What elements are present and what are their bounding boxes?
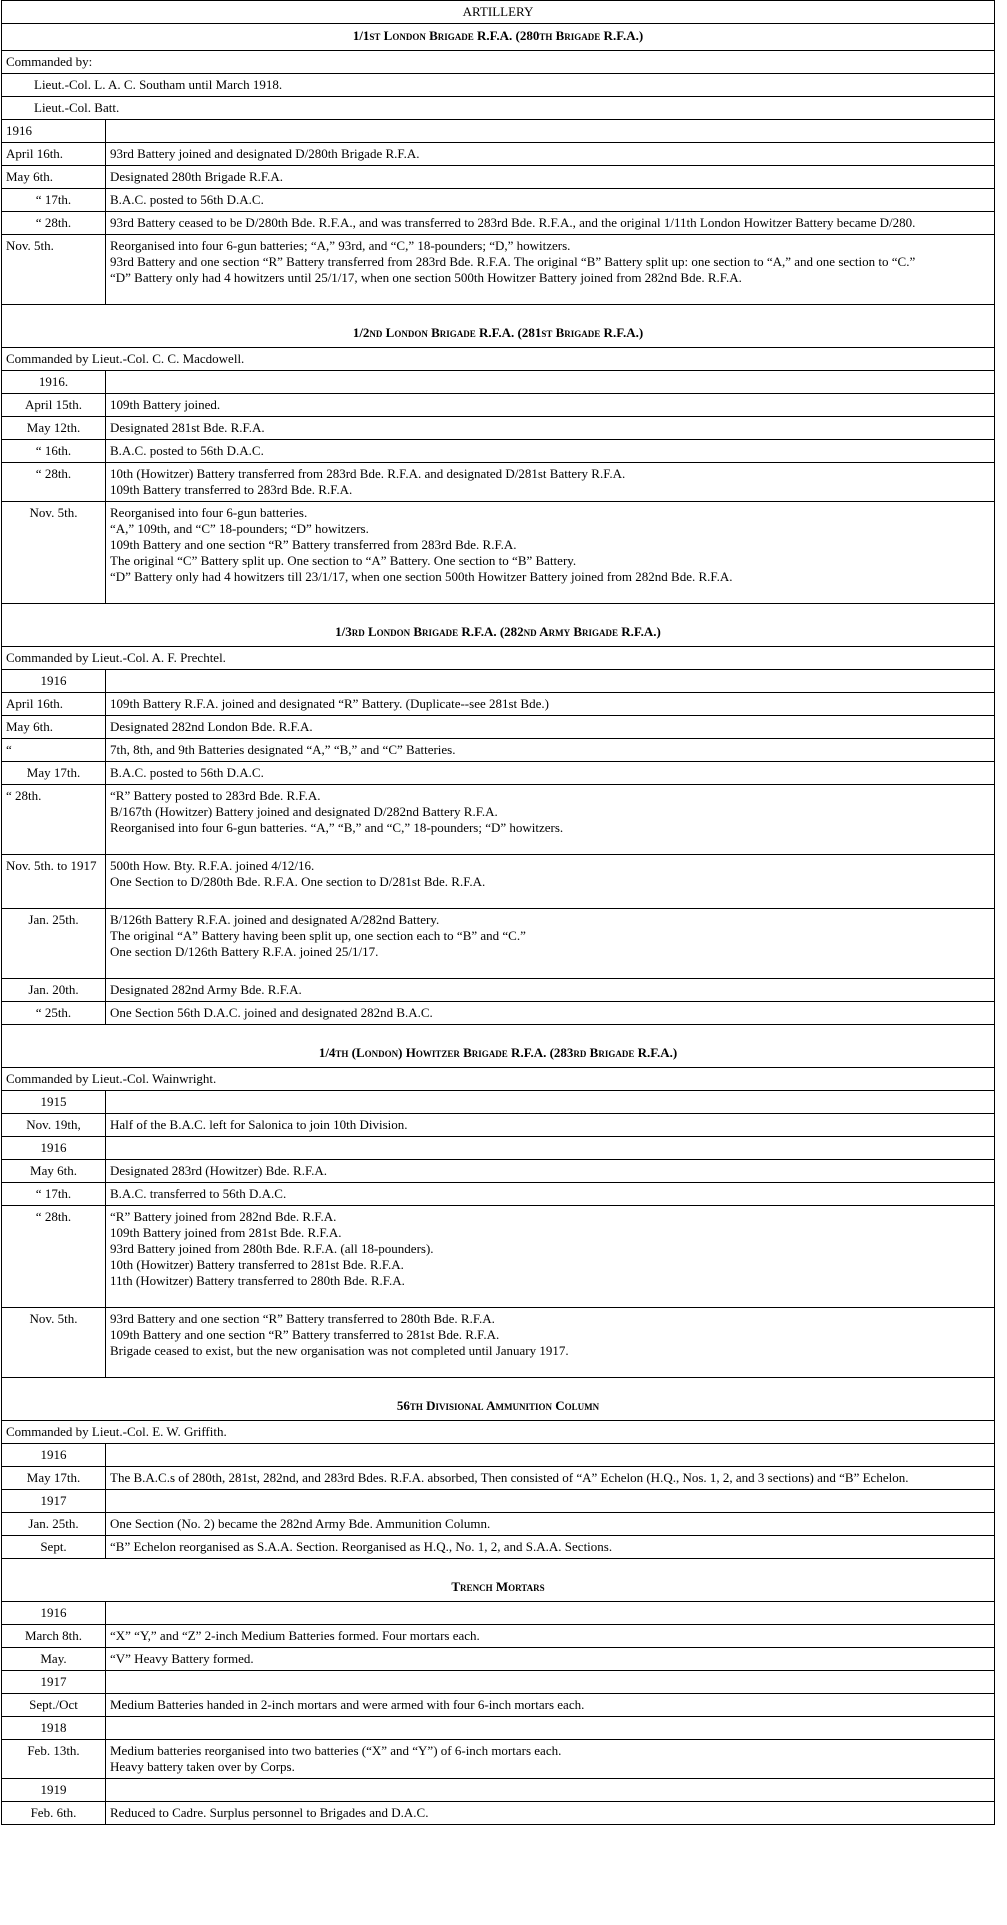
entry-row bbox=[2, 394, 995, 417]
date-cell: March 8th. bbox=[2, 1625, 106, 1648]
entry-line: The original “A” Battery having been split up, one section each to “B” and “C.” bbox=[110, 928, 526, 943]
date-cell: Nov. 19th, bbox=[2, 1114, 106, 1137]
entry-text bbox=[106, 1648, 995, 1671]
entry-line: 93rd Battery joined from 280th Bde. R.F.A. (all 18-pounders). bbox=[110, 1241, 434, 1256]
entry-text bbox=[106, 1002, 995, 1025]
section-heading: 1/2nd London Brigade R.F.A. (281st Brigade R.F.A.) bbox=[2, 305, 995, 348]
date-cell: Jan. 20th. bbox=[2, 979, 106, 1002]
date-cell: “ 16th. bbox=[2, 440, 106, 463]
date-cell: May 6th. bbox=[2, 1160, 106, 1183]
entry-line: “A,” 109th, and “C” 18-pounders; “D” howitzers. bbox=[110, 521, 369, 536]
entry-text bbox=[106, 1536, 995, 1559]
section-heading-row bbox=[2, 1378, 995, 1421]
year-cell: 1916 bbox=[2, 670, 106, 693]
entry-text bbox=[106, 371, 995, 394]
date-cell: May 17th. bbox=[2, 762, 106, 785]
entry-row bbox=[2, 855, 995, 909]
commanded-by-label: Commanded by: bbox=[2, 51, 995, 74]
entry-row bbox=[2, 440, 995, 463]
entry-line: Medium Batteries handed in 2-inch mortars and were armed with four 6-inch mortars each. bbox=[110, 1697, 585, 1712]
entry-row bbox=[2, 1114, 995, 1137]
year-cell: 1916 bbox=[2, 1444, 106, 1467]
entry-row bbox=[2, 143, 995, 166]
entry-line: “X” “Y,” and “Z” 2-inch Medium Batteries formed. Four mortars each. bbox=[110, 1628, 480, 1643]
entry-line: One section D/126th Battery R.F.A. joined 25/1/17. bbox=[110, 944, 379, 959]
entry-text bbox=[106, 1444, 995, 1467]
entry-row bbox=[2, 1802, 995, 1825]
entry-line: Reduced to Cadre. Surplus personnel to Brigades and D.A.C. bbox=[110, 1805, 429, 1820]
commander-row bbox=[2, 74, 995, 97]
entry-text bbox=[106, 235, 995, 305]
entry-line: The B.A.C.s of 280th, 281st, 282nd, and 283rd Bdes. R.F.A. absorbed, Then consisted of “A” Echelon (H.Q., Nos. 1, 2, and 3 sections) and “B” Echelon. bbox=[110, 1470, 909, 1485]
entry-row bbox=[2, 1002, 995, 1025]
section-heading-row bbox=[2, 305, 995, 348]
date-cell: Nov. 5th. bbox=[2, 502, 106, 604]
year-row bbox=[2, 371, 995, 394]
year-cell: 1918 bbox=[2, 1717, 106, 1740]
date-cell: Feb. 13th. bbox=[2, 1740, 106, 1779]
year-row bbox=[2, 1137, 995, 1160]
date-cell: Nov. 5th. bbox=[2, 1308, 106, 1378]
entry-line: 93rd Battery and one section “R” Battery transferred to 280th Bde. R.F.A. bbox=[110, 1311, 495, 1326]
year-cell: 1919 bbox=[2, 1779, 106, 1802]
entry-line: 10th (Howitzer) Battery transferred from 283rd Bde. R.F.A. and designated D/281st Battery R.F.A. bbox=[110, 466, 626, 481]
document-title: ARTILLERY bbox=[2, 1, 995, 24]
entry-line: B.A.C. posted to 56th D.A.C. bbox=[110, 443, 264, 458]
section-heading: 1/4th (London) Howitzer Brigade R.F.A. (283rd Brigade R.F.A.) bbox=[2, 1025, 995, 1068]
entry-line: Designated 282nd Army Bde. R.F.A. bbox=[110, 982, 302, 997]
artillery-record-table bbox=[1, 0, 995, 1825]
entry-text bbox=[106, 1602, 995, 1625]
entry-line: “D” Battery only had 4 howitzers until 25/1/17, when one section 500th Howitzer Battery joined from 282nd Bde. R.F.A. bbox=[110, 270, 742, 285]
year-row bbox=[2, 120, 995, 143]
entry-row bbox=[2, 1536, 995, 1559]
entry-line: 7th, 8th, and 9th Batteries designated “A,” “B,” and “C” Batteries. bbox=[110, 742, 456, 757]
date-cell: “ 28th. bbox=[2, 785, 106, 855]
entry-text bbox=[106, 1513, 995, 1536]
entry-line: 109th Battery and one section “R” Battery transferred to 281st Bde. R.F.A. bbox=[110, 1327, 500, 1342]
date-cell: “ 17th. bbox=[2, 1183, 106, 1206]
commanded-by-row bbox=[2, 51, 995, 74]
date-cell: Nov. 5th. to 1917 bbox=[2, 855, 106, 909]
date-cell: May. bbox=[2, 1648, 106, 1671]
entry-line: “R” Battery posted to 283rd Bde. R.F.A. bbox=[110, 788, 321, 803]
commanded-by-row bbox=[2, 1421, 995, 1444]
entry-line: 109th Battery transferred to 283rd Bde. R.F.A. bbox=[110, 482, 353, 497]
entry-text bbox=[106, 394, 995, 417]
section-heading: 56th Divisional Ammunition Column bbox=[2, 1378, 995, 1421]
entry-text bbox=[106, 417, 995, 440]
entry-line: One Section to D/280th Bde. R.F.A. One section to D/281st Bde. R.F.A. bbox=[110, 874, 486, 889]
entry-text bbox=[106, 1490, 995, 1513]
entry-row bbox=[2, 762, 995, 785]
entry-line: Heavy battery taken over by Corps. bbox=[110, 1759, 295, 1774]
year-cell: 1916. bbox=[2, 371, 106, 394]
year-row bbox=[2, 1490, 995, 1513]
entry-text bbox=[106, 670, 995, 693]
year-row bbox=[2, 670, 995, 693]
entry-line: Designated 282nd London Bde. R.F.A. bbox=[110, 719, 313, 734]
date-cell: April 15th. bbox=[2, 394, 106, 417]
entry-row bbox=[2, 1308, 995, 1378]
entry-line: B.A.C. posted to 56th D.A.C. bbox=[110, 192, 264, 207]
entry-row bbox=[2, 1206, 995, 1308]
entry-row bbox=[2, 1648, 995, 1671]
entry-text bbox=[106, 855, 995, 909]
date-cell: May 6th. bbox=[2, 716, 106, 739]
date-cell: Sept./Oct bbox=[2, 1694, 106, 1717]
entry-line: 109th Battery joined. bbox=[110, 397, 221, 412]
year-row bbox=[2, 1602, 995, 1625]
commander-row bbox=[2, 97, 995, 120]
date-cell: “ 25th. bbox=[2, 1002, 106, 1025]
entry-line: The original “C” Battery split up. One section to “A” Battery. One section to “B” Battery. bbox=[110, 553, 577, 568]
date-cell: “ 28th. bbox=[2, 212, 106, 235]
entry-text bbox=[106, 1625, 995, 1648]
entry-line: Reorganised into four 6-gun batteries. “A,” “B,” and “C,” 18-pounders; “D” howitzers. bbox=[110, 820, 564, 835]
entry-line: 109th Battery and one section “R” Battery transferred from 283rd Bde. R.F.A. bbox=[110, 537, 517, 552]
section-heading-row bbox=[2, 1025, 995, 1068]
entry-row bbox=[2, 1467, 995, 1490]
entry-text bbox=[106, 189, 995, 212]
entry-text bbox=[106, 502, 995, 604]
date-cell: Jan. 25th. bbox=[2, 909, 106, 979]
date-cell: “ 17th. bbox=[2, 189, 106, 212]
entry-row bbox=[2, 1183, 995, 1206]
commanded-by-label: Commanded by Lieut.-Col. E. W. Griffith. bbox=[2, 1421, 995, 1444]
section-heading-row bbox=[2, 604, 995, 647]
entry-row bbox=[2, 1694, 995, 1717]
entry-text bbox=[106, 785, 995, 855]
date-cell: Feb. 6th. bbox=[2, 1802, 106, 1825]
entry-text bbox=[106, 1467, 995, 1490]
year-row bbox=[2, 1779, 995, 1802]
section-heading-row bbox=[2, 1559, 995, 1602]
section-heading: 1/1st London Brigade R.F.A. (280th Brigade R.F.A.) bbox=[2, 24, 995, 51]
commanded-by-label: Commanded by Lieut.-Col. A. F. Prechtel. bbox=[2, 647, 995, 670]
entry-row bbox=[2, 1740, 995, 1779]
date-cell: April 16th. bbox=[2, 693, 106, 716]
entry-line: Half of the B.A.C. left for Salonica to join 10th Division. bbox=[110, 1117, 408, 1132]
entry-text bbox=[106, 909, 995, 979]
year-cell: 1917 bbox=[2, 1490, 106, 1513]
entry-row bbox=[2, 785, 995, 855]
entry-line: Reorganised into four 6-gun batteries. bbox=[110, 505, 308, 520]
date-cell: “ bbox=[2, 739, 106, 762]
entry-text bbox=[106, 1114, 995, 1137]
entry-row bbox=[2, 693, 995, 716]
entry-row bbox=[2, 212, 995, 235]
entry-line: Designated 281st Bde. R.F.A. bbox=[110, 420, 265, 435]
entry-line: 11th (Howitzer) Battery transferred to 280th Bde. R.F.A. bbox=[110, 1273, 405, 1288]
date-cell: “ 28th. bbox=[2, 463, 106, 502]
commanded-by-label: Commanded by Lieut.-Col. C. C. Macdowell. bbox=[2, 348, 995, 371]
entry-text bbox=[106, 212, 995, 235]
entry-row bbox=[2, 235, 995, 305]
entry-text bbox=[106, 120, 995, 143]
entry-row bbox=[2, 417, 995, 440]
entry-line: 93rd Battery and one section “R” Battery transferred from 283rd Bde. R.F.A. The original “B” Battery split up: one section to “A,” and one section to “C.” bbox=[110, 254, 916, 269]
entry-line: “D” Battery only had 4 howitzers till 23/1/17, when one section 500th Howitzer Battery joined from 282nd Bde. R.F.A. bbox=[110, 569, 733, 584]
entry-text bbox=[106, 693, 995, 716]
date-cell: “ 28th. bbox=[2, 1206, 106, 1308]
entry-text bbox=[106, 463, 995, 502]
entry-line: One Section (No. 2) became the 282nd Army Bde. Ammunition Column. bbox=[110, 1516, 491, 1531]
entry-line: Medium batteries reorganised into two batteries (“X” and “Y”) of 6-inch mortars each. bbox=[110, 1743, 562, 1758]
date-cell: May 6th. bbox=[2, 166, 106, 189]
commander-name: Lieut.-Col. L. A. C. Southam until March 1918. bbox=[2, 74, 995, 97]
entry-text bbox=[106, 1183, 995, 1206]
entry-text bbox=[106, 762, 995, 785]
year-cell: 1915 bbox=[2, 1091, 106, 1114]
entry-row bbox=[2, 189, 995, 212]
entry-text bbox=[106, 979, 995, 1002]
entry-line: Brigade ceased to exist, but the new organisation was not completed until January 1917. bbox=[110, 1343, 569, 1358]
entry-line: “V” Heavy Battery formed. bbox=[110, 1651, 254, 1666]
entry-line: B.A.C. posted to 56th D.A.C. bbox=[110, 765, 264, 780]
entry-text bbox=[106, 1802, 995, 1825]
entry-row bbox=[2, 979, 995, 1002]
year-row bbox=[2, 1091, 995, 1114]
entry-text bbox=[106, 1740, 995, 1779]
entry-text bbox=[106, 440, 995, 463]
entry-text bbox=[106, 1717, 995, 1740]
entry-text bbox=[106, 1308, 995, 1378]
entry-line: Designated 283rd (Howitzer) Bde. R.F.A. bbox=[110, 1163, 328, 1178]
year-row bbox=[2, 1717, 995, 1740]
entry-line: Designated 280th Brigade R.F.A. bbox=[110, 169, 283, 184]
year-cell: 1916 bbox=[2, 1137, 106, 1160]
entry-row bbox=[2, 716, 995, 739]
date-cell: Jan. 25th. bbox=[2, 1513, 106, 1536]
entry-line: 93rd Battery ceased to be D/280th Bde. R.F.A., and was transferred to 283rd Bde. R.F.A., and the original 1/11th London Howitzer Battery became D/280. bbox=[110, 215, 916, 230]
entry-line: 500th How. Bty. R.F.A. joined 4/12/16. bbox=[110, 858, 315, 873]
date-cell: May 17th. bbox=[2, 1467, 106, 1490]
commanded-by-row bbox=[2, 647, 995, 670]
year-cell: 1917 bbox=[2, 1671, 106, 1694]
date-cell: Sept. bbox=[2, 1536, 106, 1559]
entry-line: “R” Battery joined from 282nd Bde. R.F.A. bbox=[110, 1209, 337, 1224]
entry-line: 109th Battery R.F.A. joined and designated “R” Battery. (Duplicate--see 281st Bde.) bbox=[110, 696, 549, 711]
entry-line: B/167th (Howitzer) Battery joined and designated D/282nd Battery R.F.A. bbox=[110, 804, 498, 819]
entry-line: 109th Battery joined from 281st Bde. R.F.A. bbox=[110, 1225, 342, 1240]
entry-text bbox=[106, 1671, 995, 1694]
entry-row bbox=[2, 1160, 995, 1183]
commanded-by-label: Commanded by Lieut.-Col. Wainwright. bbox=[2, 1068, 995, 1091]
commanded-by-row bbox=[2, 348, 995, 371]
entry-line: “B” Echelon reorganised as S.A.A. Section. Reorganised as H.Q., No. 1, 2, and S.A.A. Sections. bbox=[110, 1539, 613, 1554]
entry-text bbox=[106, 1206, 995, 1308]
section-heading: Trench Mortars bbox=[2, 1559, 995, 1602]
entry-text bbox=[106, 716, 995, 739]
entry-row bbox=[2, 909, 995, 979]
entry-text bbox=[106, 143, 995, 166]
entry-text bbox=[106, 1779, 995, 1802]
date-cell: April 16th. bbox=[2, 143, 106, 166]
commander-name: Lieut.-Col. Batt. bbox=[2, 97, 995, 120]
date-cell: Nov. 5th. bbox=[2, 235, 106, 305]
entry-text bbox=[106, 1137, 995, 1160]
entry-line: 10th (Howitzer) Battery transferred to 281st Bde. R.F.A. bbox=[110, 1257, 404, 1272]
entry-row bbox=[2, 502, 995, 604]
entry-text bbox=[106, 166, 995, 189]
year-row bbox=[2, 1444, 995, 1467]
date-cell: May 12th. bbox=[2, 417, 106, 440]
entry-line: B/126th Battery R.F.A. joined and designated A/282nd Battery. bbox=[110, 912, 440, 927]
entry-line: B.A.C. transferred to 56th D.A.C. bbox=[110, 1186, 287, 1201]
entry-row bbox=[2, 463, 995, 502]
year-cell: 1916 bbox=[2, 120, 106, 143]
title-row bbox=[2, 1, 995, 24]
entry-text bbox=[106, 739, 995, 762]
section-heading-row bbox=[2, 24, 995, 51]
entry-line: One Section 56th D.A.C. joined and designated 282nd B.A.C. bbox=[110, 1005, 433, 1020]
commanded-by-row bbox=[2, 1068, 995, 1091]
entry-row bbox=[2, 1513, 995, 1536]
entry-row bbox=[2, 166, 995, 189]
entry-row bbox=[2, 739, 995, 762]
entry-text bbox=[106, 1160, 995, 1183]
entry-row bbox=[2, 1625, 995, 1648]
entry-text bbox=[106, 1091, 995, 1114]
year-row bbox=[2, 1671, 995, 1694]
section-heading: 1/3rd London Brigade R.F.A. (282nd Army Brigade R.F.A.) bbox=[2, 604, 995, 647]
entry-text bbox=[106, 1694, 995, 1717]
entry-line: 93rd Battery joined and designated D/280th Brigade R.F.A. bbox=[110, 146, 420, 161]
year-cell: 1916 bbox=[2, 1602, 106, 1625]
entry-line: Reorganised into four 6-gun batteries; “A,” 93rd, and “C,” 18-pounders; “D,” howitzers. bbox=[110, 238, 571, 253]
